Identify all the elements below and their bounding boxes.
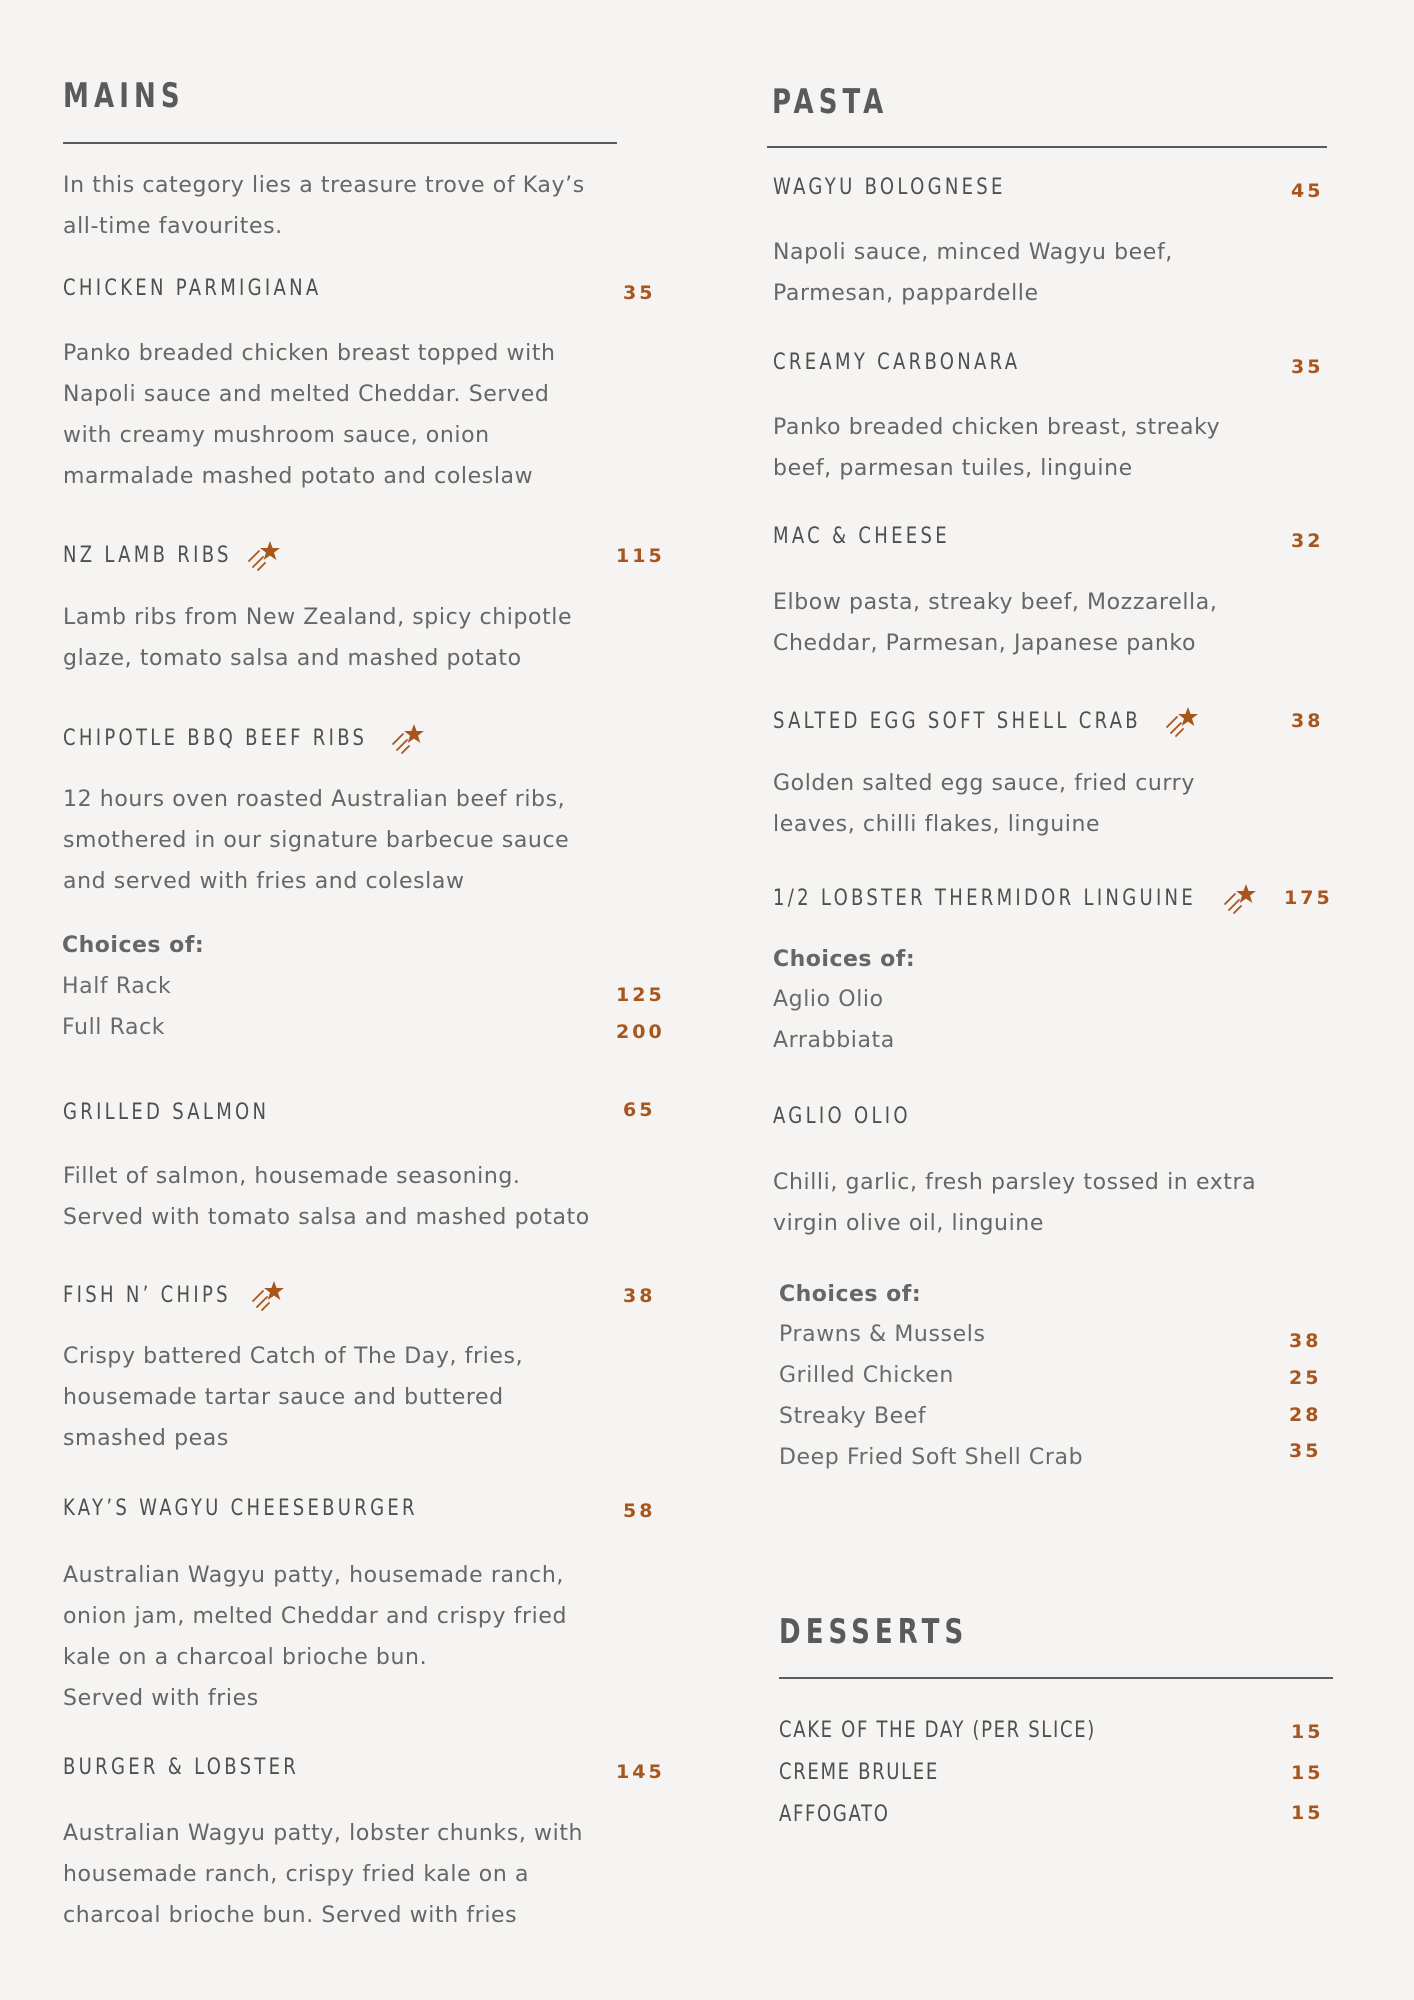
item-name: MAC & CHEESE	[773, 524, 950, 549]
menu-item-creamy-carbonara	[773, 350, 1075, 375]
menu-item-creme-brulee	[779, 1760, 974, 1785]
choice-label: Half Rack	[62, 974, 172, 999]
item-price: 45	[1291, 180, 1324, 202]
choice-label: Arrabbiata	[773, 1028, 895, 1053]
choice-label: Grilled Chicken	[779, 1363, 954, 1388]
shooting-star-icon	[249, 1277, 285, 1313]
menu-item-affogato	[779, 1802, 914, 1827]
item-price: 65	[623, 1099, 656, 1121]
item-description: Napoli sauce, minced Wagyu beef, Parmesan, pappardelle	[773, 240, 1173, 306]
item-description: Elbow pasta, streaky beef, Mozzarella, Cheddar, Parmesan, Japanese panko	[773, 590, 1218, 656]
item-description: Australian Wagyu patty, lobster chunks, with housemade ranch, crispy fried kale on a charcoal brioche bun. Served with fries	[63, 1821, 584, 1928]
shooting-star-icon	[245, 537, 281, 573]
item-name: CAKE OF THE DAY (PER SLICE)	[779, 1718, 1096, 1743]
item-price: 32	[1291, 530, 1324, 552]
choices-label: Choices of:	[62, 933, 205, 958]
menu-item-salted-egg-soft-shell-crab	[773, 703, 1199, 739]
choice-price: 125	[616, 984, 665, 1006]
item-description: Panko breaded chicken breast, streaky beef, parmesan tuiles, linguine	[773, 415, 1221, 481]
menu-item-aglio-olio	[773, 1104, 941, 1129]
item-price: 58	[623, 1500, 656, 1522]
item-name: FISH N’ CHIPS	[63, 1282, 231, 1308]
item-description: Chilli, garlic, fresh parsley tossed in extra virgin olive oil, linguine	[773, 1170, 1257, 1236]
item-price: 38	[1291, 710, 1324, 732]
pasta-divider	[767, 146, 1327, 148]
item-description: 12 hours oven roasted Australian beef ribs, smothered in our signature barbecue sauce and served with fries and coleslaw	[63, 787, 570, 894]
choice-price: 38	[1289, 1330, 1322, 1352]
menu-item-nz-lamb-ribs	[63, 537, 281, 573]
item-name: CREAMY CARBONARA	[773, 350, 1021, 375]
item-description: Lamb ribs from New Zealand, spicy chipotle glaze, tomato salsa and mashed potato	[63, 605, 573, 671]
menu-item-burger-and-lobster	[63, 1755, 351, 1780]
item-name: CREME BRULEE	[779, 1760, 939, 1785]
choice-label: Streaky Beef	[779, 1404, 927, 1429]
item-price: 35	[1291, 356, 1324, 378]
menu-item-chipotle-bbq-beef-ribs	[63, 720, 425, 756]
mains-title: MAINS	[63, 76, 185, 116]
item-price: 38	[623, 1285, 656, 1307]
item-name: KAY’S WAGYU CHEESEBURGER	[63, 1496, 418, 1521]
menu-item-wagyu-bolognese	[773, 175, 1057, 200]
choice-price: 35	[1289, 1440, 1322, 1462]
menu-item-mac-and-cheese	[773, 524, 989, 549]
choice-label: Full Rack	[62, 1015, 166, 1040]
pasta-title: PASTA	[772, 82, 889, 122]
desserts-title: DESSERTS	[779, 1612, 969, 1652]
item-name: BURGER & LOBSTER	[63, 1755, 300, 1780]
item-price: 15	[1291, 1762, 1324, 1784]
menu-item-grilled-salmon	[63, 1100, 315, 1125]
item-description: Golden salted egg sauce, fried curry leaves, chilli flakes, linguine	[773, 771, 1195, 837]
choices-label: Choices of:	[779, 1282, 922, 1307]
item-name: GRILLED SALMON	[63, 1100, 270, 1125]
item-price: 115	[616, 545, 665, 567]
shooting-star-icon	[1163, 703, 1199, 739]
choice-price: 25	[1289, 1367, 1322, 1389]
choices-label: Choices of:	[773, 947, 916, 972]
menu-item-fish-n-chips	[63, 1277, 285, 1313]
menu-item-half-lobster-thermidor-linguine	[773, 880, 1257, 916]
desserts-divider	[779, 1677, 1333, 1679]
item-name: CHIPOTLE BBQ BEEF RIBS	[63, 725, 368, 751]
shooting-star-icon	[389, 720, 425, 756]
shooting-star-icon	[1221, 880, 1257, 916]
item-description: Fillet of salmon, housemade seasoning. Served with tomato salsa and mashed potato	[63, 1164, 590, 1230]
item-name: 1/2 LOBSTER THERMIDOR LINGUINE	[773, 885, 1197, 911]
item-name: SALTED EGG SOFT SHELL CRAB	[773, 708, 1141, 734]
mains-divider	[63, 142, 617, 144]
item-price: 35	[623, 282, 656, 304]
menu-item-kays-wagyu-cheeseburger	[63, 1496, 496, 1521]
choice-price: 28	[1289, 1404, 1322, 1426]
choice-label: Deep Fried Soft Shell Crab	[779, 1445, 1084, 1470]
item-description: Australian Wagyu patty, housemade ranch, onion jam, melted Cheddar and crispy fried kale on a charcoal brioche bun. Served with fries	[63, 1563, 568, 1711]
item-description: Crispy battered Catch of The Day, fries, housemade tartar sauce and buttered smashed peas	[63, 1344, 524, 1451]
menu-item-cake-of-the-day	[779, 1718, 1165, 1743]
item-name: AFFOGATO	[779, 1802, 890, 1827]
mains-intro: In this category lies a treasure trove of Kay’s all-time favourites.	[63, 173, 585, 239]
item-price: 15	[1291, 1802, 1324, 1824]
item-name: NZ LAMB RIBS	[63, 542, 232, 568]
item-name: CHICKEN PARMIGIANA	[63, 276, 322, 301]
item-price: 145	[616, 1761, 665, 1783]
item-price: 15	[1291, 1721, 1324, 1743]
menu-item-chicken-parmigiana	[63, 276, 378, 301]
item-price: 175	[1284, 887, 1333, 909]
choice-label: Aglio Olio	[773, 987, 884, 1012]
choice-label: Prawns & Mussels	[779, 1322, 986, 1347]
item-description: Panko breaded chicken breast topped with Napoli sauce and melted Cheddar. Served with creamy mushroom sauce, onion marmalade mashed potato and coleslaw	[63, 341, 556, 489]
choice-price: 200	[616, 1021, 665, 1043]
item-name: WAGYU BOLOGNESE	[773, 175, 1006, 200]
item-name: AGLIO OLIO	[773, 1104, 911, 1129]
